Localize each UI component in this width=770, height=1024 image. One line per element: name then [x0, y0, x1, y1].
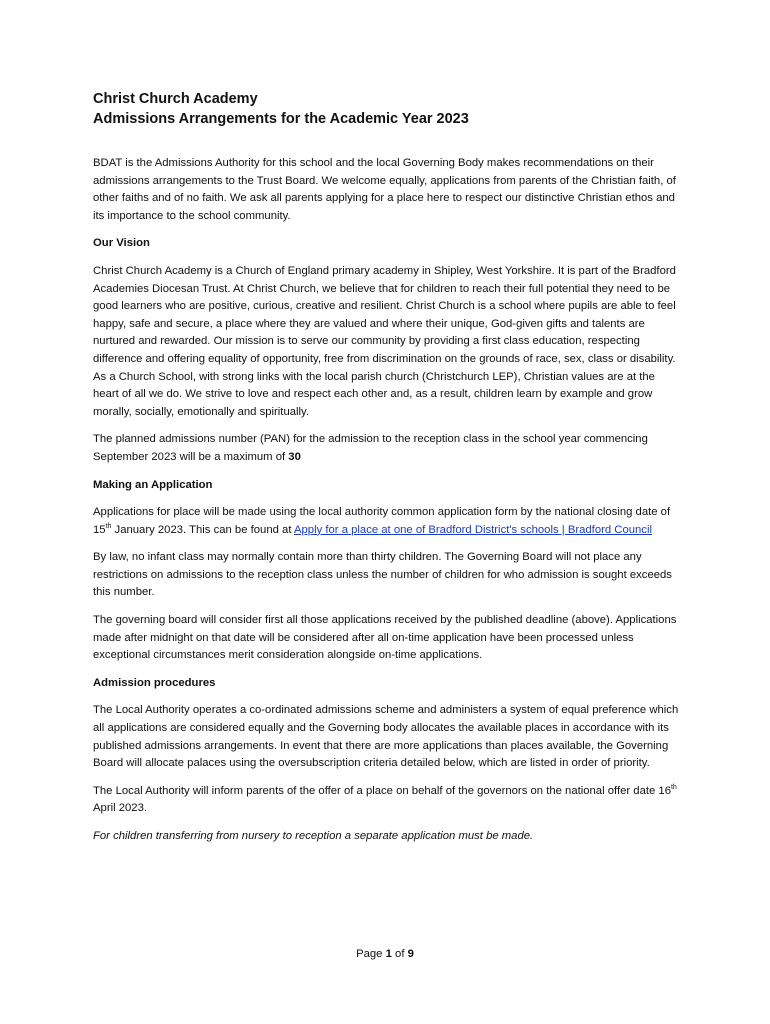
application-text-before: Applications for place will be made using the local authority common application form by the national closing date of 15: [93, 506, 671, 536]
school-name: Christ Church Academy: [93, 91, 258, 107]
offer-text-after: April 2023.: [93, 802, 148, 815]
pan-paragraph: [93, 431, 683, 466]
page-label: Page: [356, 948, 386, 960]
procedures-heading: Admission procedures: [93, 676, 216, 689]
procedures-paragraph: The Local Authority operates a co-ordinated admissions scheme and administers a system of equal preference which all applications are considered equally and the Governing body allocates the available places in accordance with its published admissions arrangements. In event that there are more applications than places available, the Governing Board will allocate palaces using the oversubscription criteria detailed below, which are listed in order of priority.: [93, 704, 679, 770]
application-paragraph: [93, 504, 683, 539]
intro-paragraph: BDAT is the Admissions Authority for this school and the local Governing Body makes recommendations on their admissions arrangements to the Trust Board. We welcome equally, applications from parents of the Christian faith, of other faiths and of no faith. We ask all parents applying for a place here to respect our distinctive Christian ethos and its importance to the school community.: [93, 157, 676, 222]
pan-number: 30: [288, 450, 301, 463]
offer-date-suffix: th: [670, 784, 677, 792]
offer-text-before: The Local Authority will inform parents of the offer of a place on behalf of the governors on the national offer date 16: [93, 784, 671, 797]
page-total: 9: [407, 948, 414, 960]
bradford-council-link[interactable]: Apply for a place at one of Bradford District's schools | Bradford Council: [293, 523, 652, 536]
vision-heading: Our Vision: [93, 237, 150, 250]
document-title: Admissions Arrangements for the Academic Year 2023: [93, 111, 469, 127]
nursery-note: For children transferring from nursery to reception a separate application must be made.: [93, 830, 534, 842]
class-size-paragraph: By law, no infant class may normally contain more than thirty children. The Governing Board will not place any restrictions on admissions to the reception class unless the number of children for who admission is sought exceeds this number.: [93, 551, 672, 599]
page-current: 1: [385, 948, 392, 960]
vision-paragraph: Christ Church Academy is a Church of England primary academy in Shipley, West Yorkshire. It is part of the Bradford Academies Diocesan Trust. At Christ Church, we believe that for children to reach their full potential they need to be good learners who are positive, curious, creative and resilient. Christ Church is a school where pupils are able to feel happy, safe and secure, a place where they are valued and where their unique, God-given gifts and talents are nurtured and rewarded. Our mission is to serve our community by providing a first class education, respecting difference and offering equality of opportunity, free from discrimination on the grounds of race, sex, class or disability. As a Church School, with strong links with the local parish church (Christchurch LEP), Christian values are at the heart of all we do. We strive to love and respect each other and, as a result, children learn by example and grow morally, socially, emotionally and spiritually.: [93, 264, 676, 418]
date-suffix: th: [105, 522, 112, 530]
application-text-after: January 2023. This can be found at: [111, 523, 294, 536]
pan-text: The planned admissions number (PAN) for the admission to the reception class in the school year commencing September 2023 will be a maximum of: [93, 433, 648, 463]
offer-date-paragraph: [93, 783, 683, 818]
page-footer: [0, 948, 770, 960]
deadline-paragraph: The governing board will consider first all those applications received by the published deadline (above). Applications made after midnight on that date will be considered after all on-time application have been processed unless exceptional circumstances merit consideration alongside on-time applications.: [93, 614, 677, 662]
document-body: [93, 89, 683, 846]
application-heading: Making an Application: [93, 478, 213, 491]
page-of: of: [391, 948, 408, 960]
